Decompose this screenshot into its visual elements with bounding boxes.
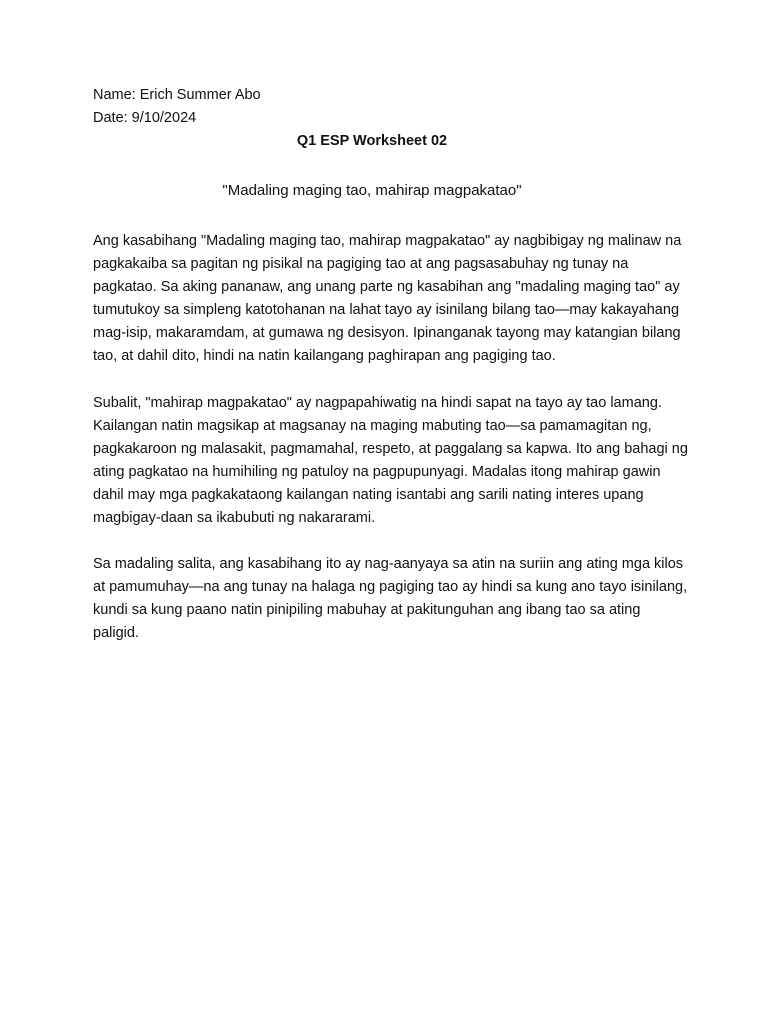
- student-name: Name: Erich Summer Abo: [93, 87, 261, 103]
- paragraph-line: tumutukoy sa simpleng katotohanan na lahat tayo ay isinilang bilang tao—may kakayahang: [93, 302, 680, 318]
- paragraph-line: paligid.: [93, 625, 139, 641]
- worksheet-title: Q1 ESP Worksheet 02: [296, 133, 448, 149]
- paragraph-line: tao, at dahil dito, hindi na natin kailangang paghirapan ang pagiging tao.: [93, 348, 556, 364]
- paragraph-line: magbigay-daan sa ikabubuti ng nakararami.: [93, 510, 376, 526]
- paragraph-line: pagkakaiba sa pagitan ng pisikal na pagiging tao at ang pagsasabuhay ng tunay na: [93, 256, 629, 272]
- proverb-heading: "Madaling maging tao, mahirap magpakatao": [222, 182, 522, 199]
- paragraph-line: pagkatao. Sa aking pananaw, ang unang parte ng kasabihan ang "madaling maging tao" ay: [93, 279, 680, 295]
- paragraph-line: pagkakaroon ng malasakit, pagmamahal, respeto, at paggalang sa kapwa. Ito ang bahagi ng: [93, 441, 688, 457]
- paragraph-2: [93, 392, 688, 530]
- paragraph-line: ating pagkatao na humihiling ng patuloy na pagpupunyagi. Madalas itong mahirap gawin: [93, 464, 661, 480]
- paragraph-line: Ang kasabihang "Madaling maging tao, mahirap magpakatao" ay nagbibigay ng malinaw na: [93, 233, 682, 249]
- paragraph-1: [93, 230, 683, 368]
- paragraph-line: mag-isip, makaramdam, at gumawa ng desisyon. Ipinanganak tayong may katangian bilang: [93, 325, 681, 341]
- paragraph-line: Sa madaling salita, ang kasabihang ito ay nag-aanyaya sa atin na suriin ang ating mga kilos: [93, 556, 684, 572]
- paragraph-3: [93, 553, 688, 645]
- paragraph-line: Kailangan natin magsikap at magsanay na maging mabuting tao—sa pamamagitan ng,: [93, 418, 652, 434]
- paragraph-line: kundi sa kung paano natin pinipiling mabuhay at pakitunguhan ang ibang tao sa ating: [93, 602, 641, 618]
- worksheet-date: Date: 9/10/2024: [93, 110, 197, 126]
- paragraph-line: Subalit, "mahirap magpakatao" ay nagpapahiwatig na hindi sapat na tayo ay tao lamang.: [93, 395, 662, 411]
- paragraph-line: dahil may mga pagkakataong kailangan nating isantabi ang sarili nating interes upang: [93, 487, 644, 503]
- paragraph-line: at pamumuhay—na ang tunay na halaga ng pagiging tao ay hindi sa kung ano tayo isinilang,: [93, 579, 688, 595]
